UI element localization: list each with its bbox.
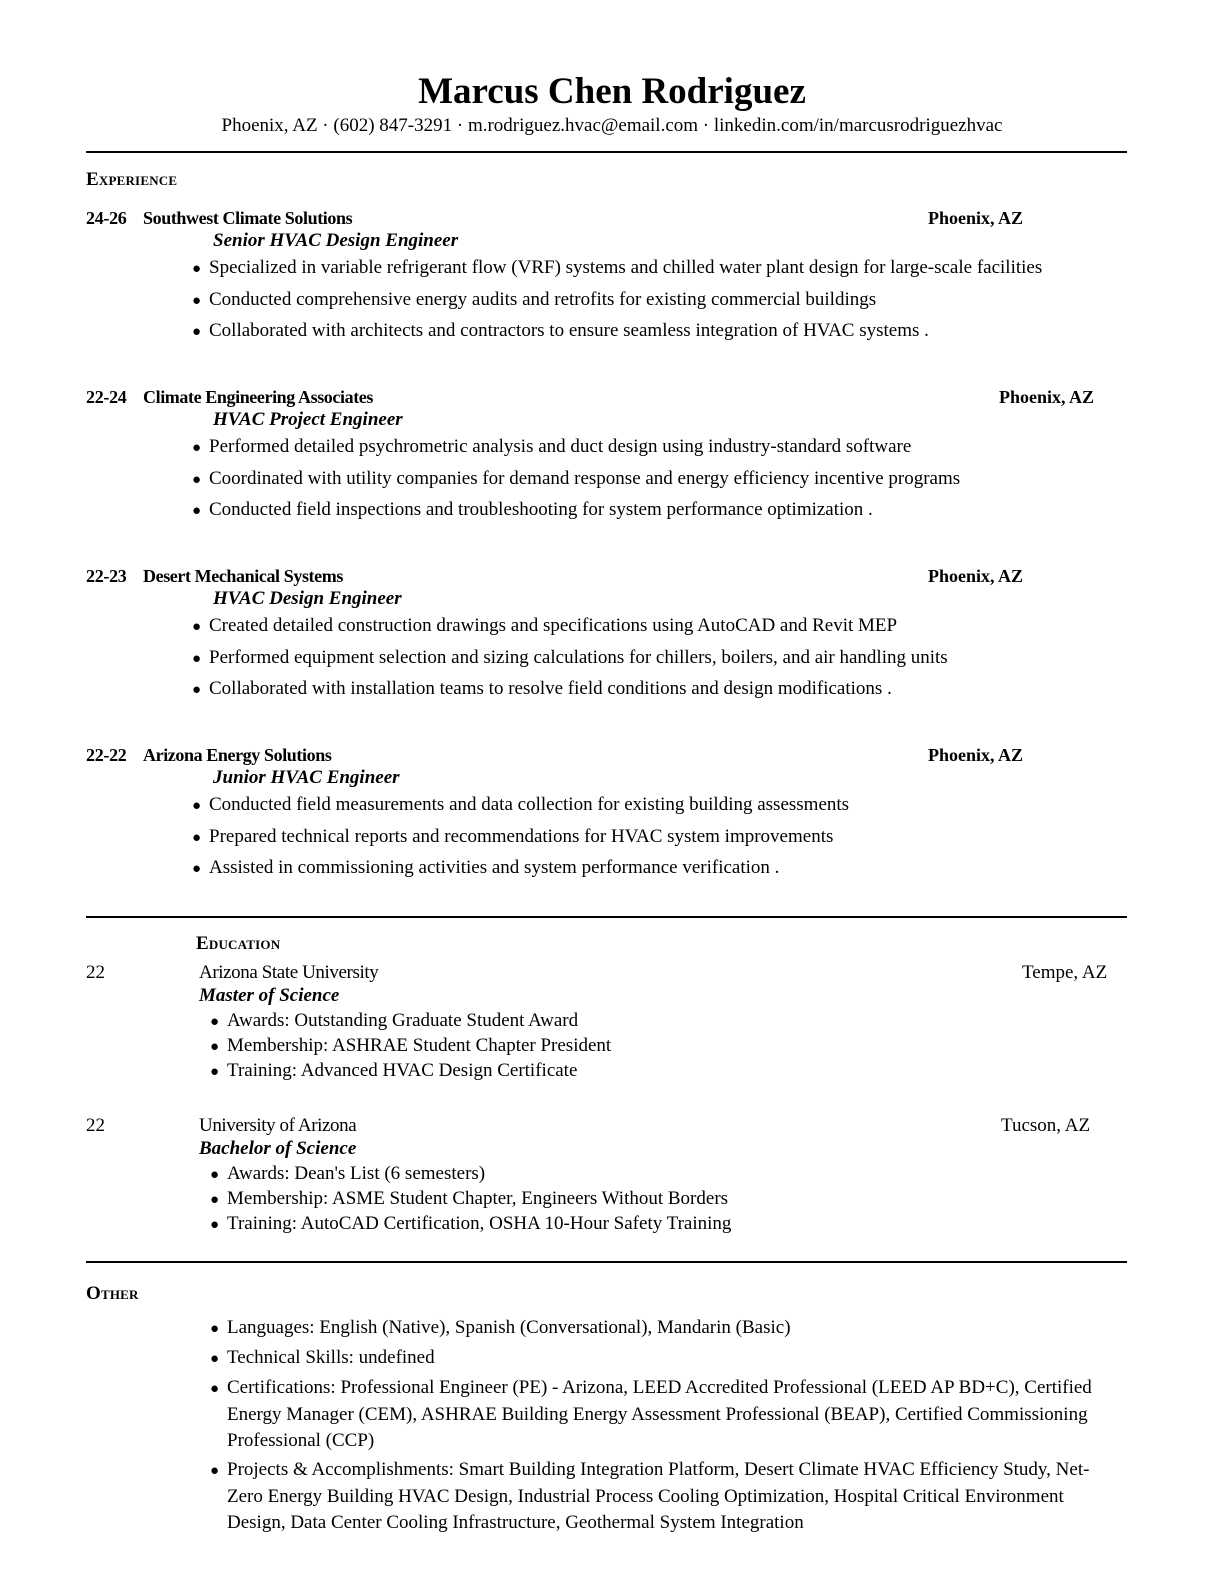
bullet-icon: ● xyxy=(192,471,202,488)
list-item: ● Collaborated with architects and contractors to ensure seamless integration of HVAC systems . xyxy=(192,316,1042,348)
bullet-icon: ● xyxy=(192,682,202,699)
experience-divider xyxy=(86,916,1127,918)
job-location: Phoenix, AZ xyxy=(928,745,1024,765)
bullet-icon: ● xyxy=(210,1381,220,1397)
experience-heading: Experience xyxy=(86,169,178,190)
list-item: ● Training: Advanced HVAC Design Certificate xyxy=(210,1059,611,1084)
list-item: ● Collaborated with installation teams to resolve field conditions and design modifications . xyxy=(192,674,948,706)
job-bullets xyxy=(192,432,960,527)
list-item: ● Awards: Outstanding Graduate Student Award xyxy=(210,1009,611,1034)
bullet-icon: ● xyxy=(192,619,202,635)
job-location: Phoenix, AZ xyxy=(999,387,1095,407)
job-years: 22-24 xyxy=(86,387,127,407)
education-bullets xyxy=(210,1162,731,1238)
education-bullets xyxy=(210,1009,611,1085)
job-location: Phoenix, AZ xyxy=(928,566,1024,586)
bullet-icon: ● xyxy=(210,1192,220,1209)
list-item: ● Prepared technical reports and recommendations for HVAC system improvements xyxy=(192,822,849,854)
education-divider xyxy=(86,1261,1127,1263)
education-year: 22 xyxy=(86,1115,105,1136)
job-company: Climate Engineering Associates xyxy=(143,387,373,407)
education-location: Tempe, AZ xyxy=(1022,962,1108,983)
bullet-icon: ● xyxy=(192,650,202,667)
list-item: ● Specialized in variable refrigerant flow (VRF) systems and chilled water plant design for large-scale facilities xyxy=(192,253,1042,285)
bullet-icon: ● xyxy=(192,261,202,277)
list-item: ● Technical Skills: undefined xyxy=(210,1345,1110,1372)
education-degree: Bachelor of Science xyxy=(199,1138,357,1159)
other-heading: Other xyxy=(86,1283,139,1304)
bullet-icon: ● xyxy=(210,1014,220,1030)
bullet-icon: ● xyxy=(210,1351,220,1367)
list-item: ● Performed detailed psychrometric analysis and duct design using industry-standard software xyxy=(192,432,960,464)
bullet-icon: ● xyxy=(192,829,202,846)
bullet-icon: ● xyxy=(210,1064,220,1081)
bullet-icon: ● xyxy=(210,1039,220,1056)
bullet-icon: ● xyxy=(210,1321,220,1337)
list-item: ● Certifications: Professional Engineer (PE) - Arizona, LEED Accredited Professional (LEED AP BD+C), Certified Energy Manager (CEM), ASHRAE Building Energy Assessment Professional (BEAP), Certified Commissioning Professional (CCP) xyxy=(210,1377,1092,1451)
header-divider xyxy=(86,151,1127,153)
job-role: HVAC Design Engineer xyxy=(213,588,402,609)
job-role: Senior HVAC Design Engineer xyxy=(213,230,459,251)
job-company: Southwest Climate Solutions xyxy=(143,208,353,228)
job-years: 22-23 xyxy=(86,566,127,586)
education-degree: Master of Science xyxy=(199,985,340,1006)
job-location: Phoenix, AZ xyxy=(928,208,1024,228)
job-years: 22-22 xyxy=(86,745,127,765)
candidate-name: Marcus Chen Rodriguez xyxy=(418,71,806,112)
education-heading: Education xyxy=(196,933,281,954)
bullet-icon: ● xyxy=(192,503,202,520)
job-role: Junior HVAC Engineer xyxy=(213,767,400,788)
job-company: Desert Mechanical Systems xyxy=(143,566,343,586)
contact-line: Phoenix, AZ · (602) 847-3291 · m.rodriguez.hvac@email.com · linkedin.com/in/marcusrodriguezhvac xyxy=(221,115,1003,136)
bullet-icon: ● xyxy=(192,798,202,814)
bullet-icon: ● xyxy=(192,861,202,878)
job-years: 24-26 xyxy=(86,208,127,228)
list-item: ● Awards: Dean's List (6 semesters) xyxy=(210,1162,731,1187)
bullet-icon: ● xyxy=(210,1463,220,1479)
job-bullets xyxy=(192,611,948,706)
list-item: ● Conducted field inspections and troubleshooting for system performance optimization . xyxy=(192,495,960,527)
education-school: University of Arizona xyxy=(199,1115,357,1136)
job-role: HVAC Project Engineer xyxy=(213,409,403,430)
bullet-icon: ● xyxy=(192,440,202,456)
list-item: ● Training: AutoCAD Certification, OSHA 10-Hour Safety Training xyxy=(210,1212,731,1237)
bullet-icon: ● xyxy=(210,1217,220,1234)
education-school: Arizona State University xyxy=(199,962,379,983)
list-item: ● Projects & Accomplishments: Smart Building Integration Platform, Desert Climate HVAC Efficiency Study, Net-Zero Energy Building HVAC Design, Industrial Process Cooling Optimization, Hospital Critical Environment Design, Data Center Cooling Infrastructure, Geothermal System Integration xyxy=(210,1459,1090,1533)
job-bullets xyxy=(192,790,849,885)
list-item: ● Assisted in commissioning activities and system performance verification . xyxy=(192,853,849,885)
list-item: ● Membership: ASME Student Chapter, Engineers Without Borders xyxy=(210,1187,731,1212)
list-item: ● Coordinated with utility companies for demand response and energy efficiency incentive programs xyxy=(192,464,960,496)
bullet-icon: ● xyxy=(210,1167,220,1183)
bullet-icon: ● xyxy=(192,292,202,309)
list-item: ● Conducted comprehensive energy audits and retrofits for existing commercial buildings xyxy=(192,285,1042,317)
list-item: ● Conducted field measurements and data collection for existing building assessments xyxy=(192,790,849,822)
bullet-icon: ● xyxy=(192,324,202,341)
job-company: Arizona Energy Solutions xyxy=(143,745,332,765)
list-item: ● Performed equipment selection and sizing calculations for chillers, boilers, and air handling units xyxy=(192,643,948,675)
list-item: ● Created detailed construction drawings and specifications using AutoCAD and Revit MEP xyxy=(192,611,948,643)
education-year: 22 xyxy=(86,962,105,983)
list-item: ● Languages: English (Native), Spanish (Conversational), Mandarin (Basic) xyxy=(210,1315,1110,1342)
list-item: ● Membership: ASHRAE Student Chapter President xyxy=(210,1034,611,1059)
other-list xyxy=(210,1315,1110,1539)
education-location: Tucson, AZ xyxy=(1001,1115,1091,1136)
job-bullets xyxy=(192,253,1042,348)
